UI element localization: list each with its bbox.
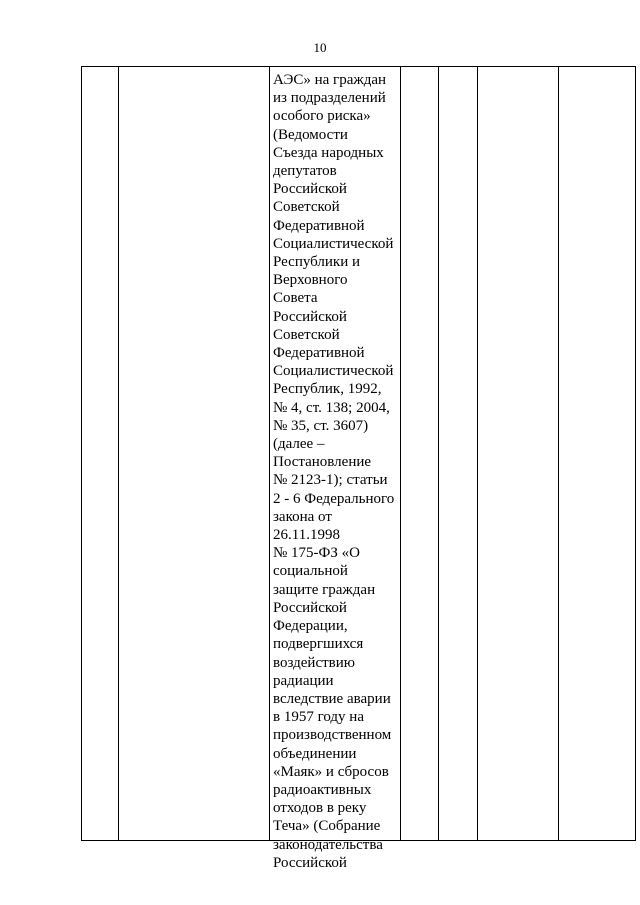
column-divider-1: [118, 66, 119, 841]
cell-text-line: № 2123-1); статьи: [273, 472, 388, 489]
cell-text-line: производственном: [273, 727, 392, 744]
cell-text-line: особого риска»: [273, 108, 371, 125]
table-top-border: [81, 66, 636, 67]
cell-text-line: Российской: [273, 181, 347, 198]
cell-text-line: АЭС» на граждан: [273, 72, 387, 88]
cell-text-line: № 4, ст. 138; 2004,: [273, 399, 390, 416]
cell-text-line: Российской: [273, 308, 347, 325]
cell-text-line: из подразделений: [273, 90, 386, 107]
cell-text-line: (Ведомости: [273, 126, 348, 143]
cell-text-line: 26.11.1998: [273, 527, 340, 544]
cell-text-line: Верховного: [273, 272, 348, 289]
column-divider-6: [558, 66, 559, 841]
cell-text-line: «Маяк» и сбросов: [273, 763, 389, 780]
column-divider-2: [269, 66, 270, 841]
cell-text-line: в 1957 году на: [273, 709, 364, 726]
cell-text-line: объединении: [273, 745, 357, 762]
cell-text-line: Российской: [273, 854, 347, 871]
cell-text-line: № 175-ФЗ «О: [273, 545, 361, 562]
cell-text-line: Российской: [273, 599, 347, 616]
table-left-border: [81, 66, 82, 841]
document-table: [81, 66, 636, 871]
cell-text-line: Республик, 1992,: [273, 381, 382, 398]
legal-reference-cell: [273, 71, 401, 872]
cell-text-line: отходов в реку: [273, 800, 367, 817]
cell-text-line: Советской: [273, 326, 340, 343]
cell-text-line: радиации: [273, 672, 334, 689]
table-right-border: [635, 66, 636, 841]
page-number: 10: [313, 40, 327, 55]
cell-text-line: вследствие аварии: [273, 690, 391, 707]
cell-text-line: социальной: [273, 563, 348, 580]
column-divider-5: [477, 66, 478, 841]
column-divider-4: [438, 66, 439, 841]
cell-text-line: (далее –: [273, 436, 325, 453]
cell-text-line: Федеративной: [273, 345, 365, 362]
cell-text-line: депутатов: [273, 163, 337, 180]
cell-text-line: Федеративной: [273, 217, 365, 234]
cell-text-line: защите граждан: [273, 581, 376, 598]
cell-text-line: Федерации,: [273, 618, 348, 635]
cell-text-line: Постановление: [273, 454, 372, 471]
cell-text-line: Социалистической: [273, 363, 394, 380]
cell-text-line: Совета: [273, 290, 318, 307]
cell-text-line: Советской: [273, 199, 340, 216]
cell-text-line: воздействию: [273, 654, 355, 671]
cell-text-line: радиоактивных: [273, 781, 372, 798]
cell-text-line: Теча» (Собрание: [273, 818, 381, 835]
cell-text-line: Республики и: [273, 254, 361, 271]
cell-text-line: законодательства: [273, 836, 383, 853]
cell-text-line: № 35, ст. 3607): [273, 417, 369, 434]
cell-text-line: закона от: [273, 508, 332, 525]
cell-text-line: подвергшихся: [273, 636, 364, 653]
cell-text-line: Социалистической: [273, 235, 394, 252]
cell-text-line: 2 - 6 Федерального: [273, 490, 395, 507]
cell-text-line: Съезда народных: [273, 144, 384, 161]
